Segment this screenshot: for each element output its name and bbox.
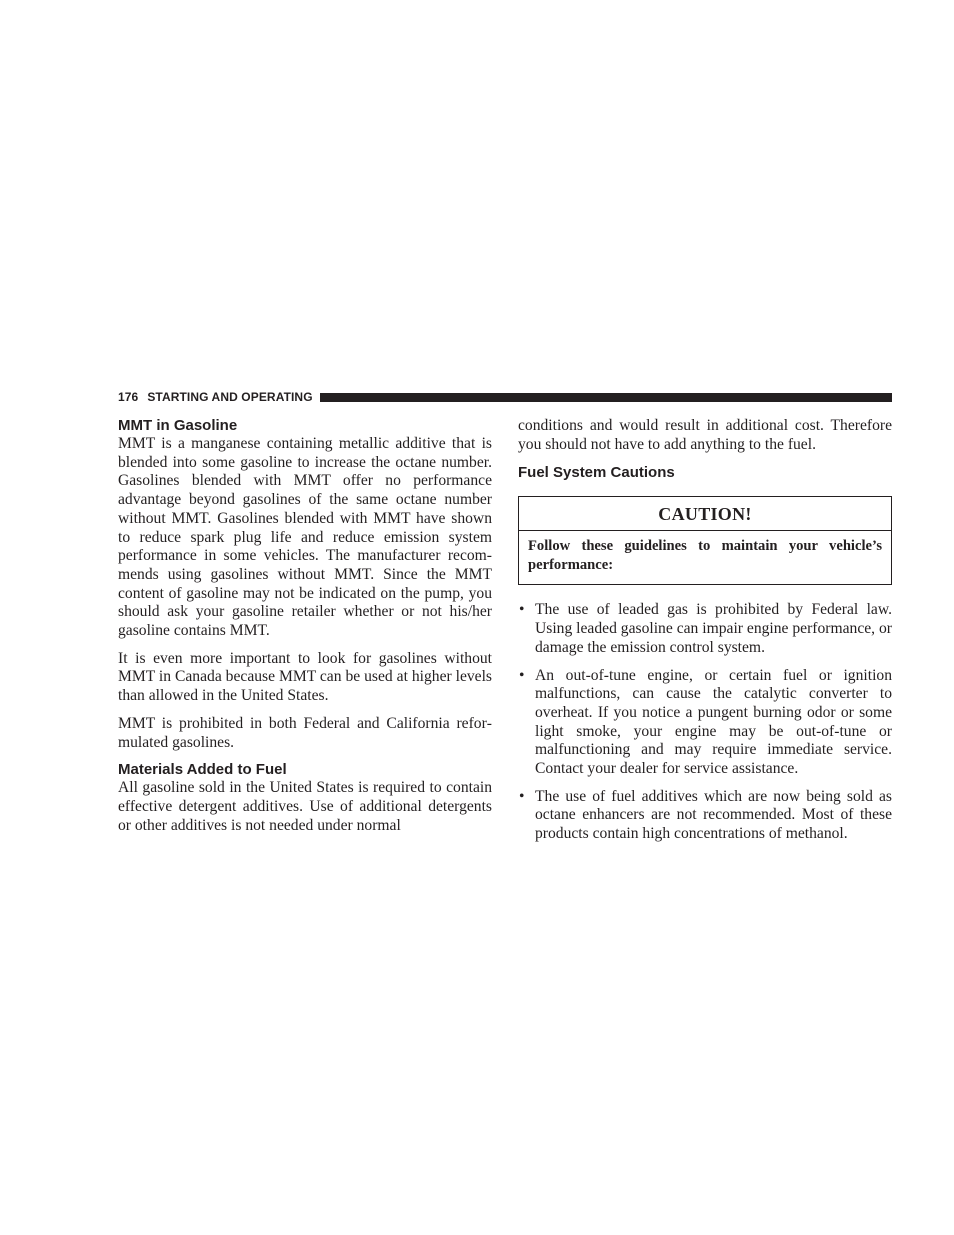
list-item	[518, 601, 892, 657]
heading-materials-added-to-fuel: Materials Added to Fuel	[118, 761, 287, 779]
bullet-icon: •	[519, 787, 525, 805]
mmt-paragraph-3: MMT is prohibited in both Federal and California reformulated gasolines.	[118, 714, 492, 751]
continuation-paragraph: conditions and would result in additional cost. Therefore you should not have to add anything to the fuel.	[518, 417, 892, 453]
section-title: STARTING AND OPERATING	[147, 390, 313, 404]
right-column	[518, 417, 892, 853]
materials-paragraph: All gasoline sold in the United States is required to contain effective detergent additives. Use of additional detergents or other additives is not needed under normal	[118, 779, 492, 834]
bullet-icon: •	[519, 601, 525, 619]
header-rule	[320, 393, 892, 402]
bullet-icon: •	[519, 666, 525, 684]
list-item	[518, 667, 892, 779]
mmt-paragraph-2: It is even more important to look for gasolines without MMT in Canada because MMT can be used at higher levels than allowed in the United States.	[118, 649, 492, 705]
page-header	[118, 389, 892, 405]
caution-title: CAUTION!	[519, 497, 891, 531]
list-item-text: The use of leaded gas is prohibited by Federal law. Using leaded gasoline can impair engine performance, or damage the emission control system.	[535, 601, 892, 656]
heading-mmt-in-gasoline: MMT in Gasoline	[118, 417, 238, 434]
heading-fuel-system-cautions: Fuel System Cautions	[518, 464, 675, 482]
list-item	[518, 788, 892, 844]
list-item-text: The use of fuel additives which are now being sold as octane enhancers are not recommended. Most of these products contain high concentrations of methanol.	[535, 787, 892, 843]
left-column	[118, 417, 492, 844]
list-item-text: An out-of-tune engine, or certain fuel or ignition malfunctions, can cause the catalytic converter to overheat. If you notice a pungent burning odor or some light smoke, your engine may be out-of-tune or malfunctioning and may require immediate service. Contact your dealer for service assistance.	[535, 666, 892, 778]
caution-body: Follow these guidelines to maintain your vehicle’s performance:	[528, 538, 882, 573]
mmt-paragraph-1: MMT is a manganese containing metallic additive that is blended into some gasoline to increase the octane number. Gasolines blended with MMT offer no performance advantage beyond gasolines of the same octane number without MMT. Gasolines blended with MMT have shown to reduce spark plug life and reduce emission system performance in some vehicles. The manufacturer recommends using gasolines without MMT. Since the MMT content of gasoline may not be indicated on the pump, you should ask your gasoline retailer whether or not his/her gasoline contains MMT.	[118, 435, 492, 640]
page-number: 176	[118, 390, 139, 404]
caution-box	[518, 496, 892, 585]
caution-bullet-list	[518, 601, 892, 843]
